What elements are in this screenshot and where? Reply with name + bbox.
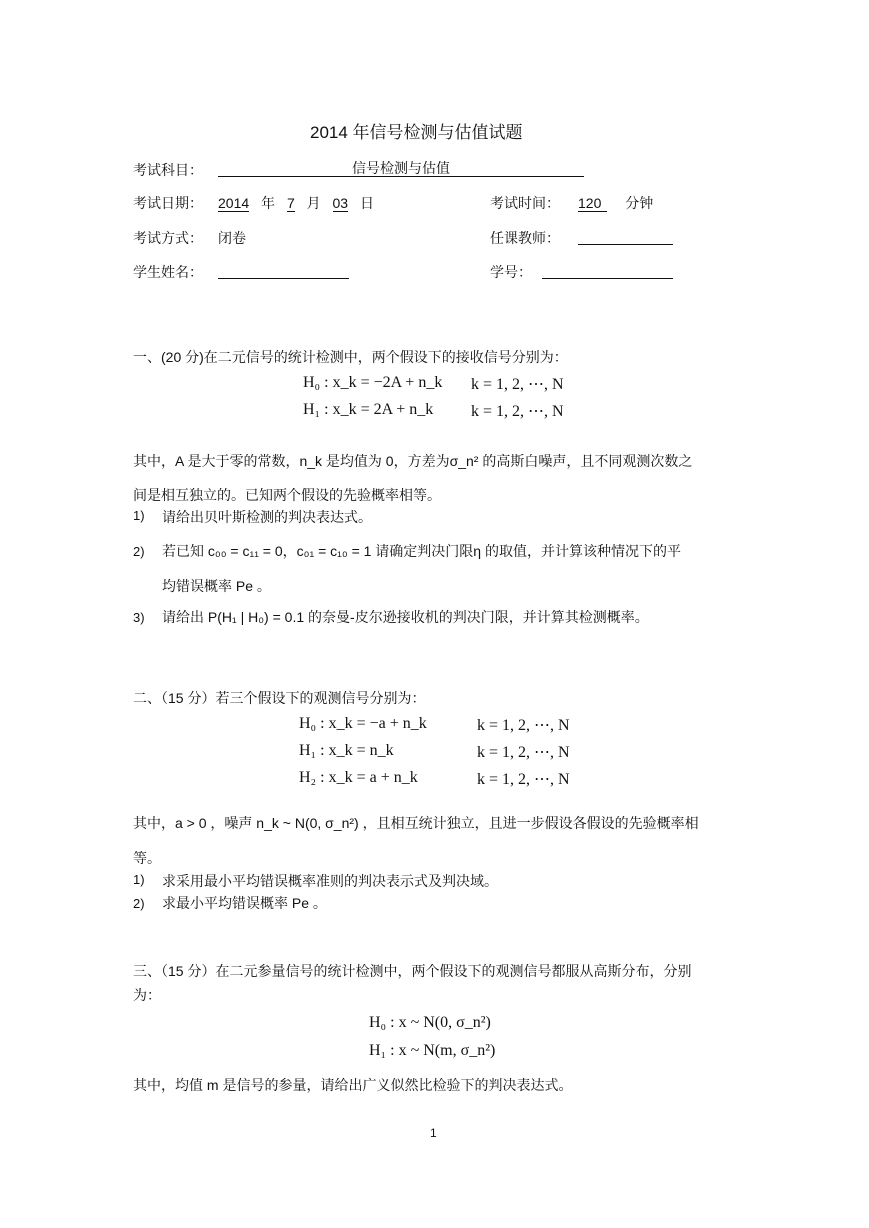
mode-value: 闭卷 xyxy=(218,230,246,246)
q1-eq0-rhs: k = 1, 2, ⋯, N xyxy=(471,376,564,393)
q2-eq0-rhs: k = 1, 2, ⋯, N xyxy=(477,717,570,734)
q1-eq1-lhs: H₁ : x_k = 2A + n_k xyxy=(303,401,434,418)
q3-eq1: H₁ : x ~ N(m, σ_n²) xyxy=(369,1042,496,1059)
time-value: 120 xyxy=(578,195,607,212)
subject-label: 考试科目： xyxy=(133,162,203,178)
subject-field xyxy=(218,160,584,177)
exam-date xyxy=(218,193,382,213)
q1-eq1-rhs: k = 1, 2, ⋯, N xyxy=(471,403,564,420)
q2-item1: 求采用最小平均错误概率准则的判决表示式及判决域。 xyxy=(162,873,498,889)
page-number: 1 xyxy=(430,1126,437,1140)
date-day: 03 xyxy=(332,195,349,211)
teacher-field xyxy=(578,228,673,245)
q1-item2-num: 2) xyxy=(133,544,145,559)
q1-item3: 请给出 P(H₁ | H₀) = 0.1 的奈曼-皮尔逊接收机的判决门限，并计算其检测概率。 xyxy=(162,609,649,625)
q3-intro-a: 三、（15 分）在二元参量信号的统计检测中，两个假设下的观测信号都服从高斯分布，分别 xyxy=(133,963,692,979)
q1-item1-num: 1) xyxy=(133,508,145,523)
time-label: 考试时间： xyxy=(490,195,560,211)
id-label: 学号： xyxy=(490,264,532,280)
q2-eq2-rhs: k = 1, 2, ⋯, N xyxy=(477,771,570,788)
q1-item2-a: 若已知 c₀₀ = c₁₁ = 0，c₀₁ = c₁₀ = 1 请确定判决门限η 的取值，并计算该种情况下的平 xyxy=(162,543,681,559)
date-day-unit: 日 xyxy=(359,195,374,211)
q1-item2-b: 均错误概率 Pe 。 xyxy=(162,578,271,594)
q2-eq0-lhs: H₀ : x_k = −a + n_k xyxy=(299,715,427,732)
date-year: 2014 xyxy=(218,195,250,211)
q3-intro-b: 为： xyxy=(133,987,161,1003)
q2-intro: 二、（15 分）若三个假设下的观测信号分别为： xyxy=(133,690,426,706)
id-field xyxy=(542,262,673,279)
q1-desc-b: 间是相互独立的。已知两个假设的先验概率相等。 xyxy=(133,487,441,503)
q1-desc-a: 其中，A 是大于零的常数，n_k 是均值为 0，方差为σ_n² 的高斯白噪声，且不同观测次数之 xyxy=(133,453,693,469)
q2-item2-num: 2) xyxy=(133,896,145,911)
teacher-label: 任课教师： xyxy=(490,230,560,246)
student-field xyxy=(218,262,349,279)
student-label: 学生姓名： xyxy=(133,264,203,280)
q2-item1-num: 1) xyxy=(133,872,145,887)
date-label: 考试日期： xyxy=(133,195,203,211)
date-year-unit: 年 xyxy=(261,195,276,211)
q1-item3-num: 3) xyxy=(133,610,145,625)
exam-time xyxy=(578,193,653,213)
time-unit: 分钟 xyxy=(625,195,654,211)
mode-label: 考试方式： xyxy=(133,230,203,246)
q1-item1: 请给出贝叶斯检测的判决表达式。 xyxy=(162,509,372,525)
q3-desc: 其中，均值 m 是信号的参量，请给出广义似然比检验下的判决表达式。 xyxy=(133,1077,573,1093)
date-month-unit: 月 xyxy=(306,195,321,211)
q3-eq0: H₀ : x ~ N(0, σ_n²) xyxy=(369,1014,491,1031)
q1-intro: 一、(20 分)在二元信号的统计检测中，两个假设下的接收信号分别为： xyxy=(133,349,568,365)
q1-eq0-lhs: H₀ : x_k = −2A + n_k xyxy=(303,374,443,391)
q2-desc-b: 等。 xyxy=(133,850,161,866)
q2-item2: 求最小平均错误概率 Pe 。 xyxy=(162,895,327,911)
q2-eq1-lhs: H₁ : x_k = n_k xyxy=(299,742,394,759)
subject-value: 信号检测与估值 xyxy=(352,160,450,176)
q2-desc-a: 其中，a > 0 ，噪声 n_k ~ N(0, σ_n²) ，且相互统计独立，且进一步假设各假设的先验概率相 xyxy=(133,815,699,831)
date-month: 7 xyxy=(286,195,295,211)
q2-eq2-lhs: H₂ : x_k = a + n_k xyxy=(299,769,418,786)
q2-eq1-rhs: k = 1, 2, ⋯, N xyxy=(477,744,570,761)
page-title: 2014 年信号检测与估值试题 xyxy=(310,123,523,142)
